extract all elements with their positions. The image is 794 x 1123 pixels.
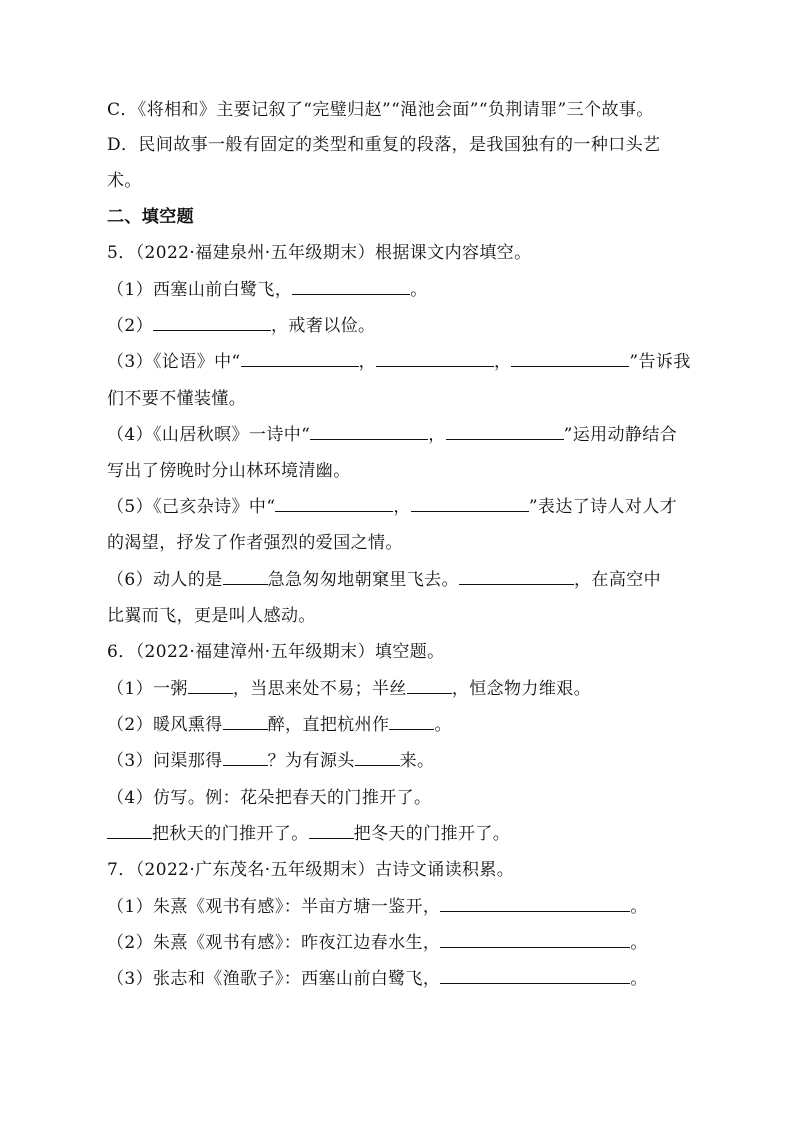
answer-blank[interactable]	[411, 495, 529, 512]
option-d-cont: 术。	[107, 171, 142, 191]
answer-blank[interactable]	[275, 495, 393, 512]
answer-blank[interactable]	[440, 931, 630, 948]
answer-blank[interactable]	[459, 568, 574, 585]
q7-item-1: （1）朱熹《观书有感》：半亩方塘一鉴开， 。	[107, 897, 648, 917]
q6-item-4-cont: 把秋天的门推开了。 把冬天的门推开了。	[107, 822, 510, 846]
q5-item-2: （2） ，戒奢以俭。	[107, 316, 376, 336]
answer-blank[interactable]	[440, 967, 630, 984]
q7-item-3: （3）张志和《渔歌子》：西塞山前白鹭飞， 。	[107, 969, 648, 989]
answer-blank[interactable]	[511, 350, 629, 367]
answer-blank[interactable]	[376, 350, 494, 367]
option-d: D．民间故事一般有固定的类型和重复的段落，是我国独有的一种口头艺	[107, 135, 661, 155]
answer-blank[interactable]	[407, 677, 452, 694]
q6-item-3: （3）问渠那得 ？为有源头 来。	[107, 751, 435, 771]
answer-blank[interactable]	[241, 350, 359, 367]
option-c: C．《将相和》主要记叙了“完璧归赵”“渑池会面”“负荆请罪”三个故事。	[107, 100, 654, 120]
q6-item-1: （1）一粥 ，当思来处不易；半丝 ，恒念物力维艰。	[107, 679, 592, 699]
answer-blank[interactable]	[389, 713, 434, 730]
q5-item-4: （4）《山居秋暝》一诗中“ ， ”运用动静结合	[107, 425, 678, 445]
q5-item-3: （3）《论语》中“ ， ， ”告诉我	[107, 352, 691, 372]
answer-blank[interactable]	[446, 423, 564, 440]
answer-blank[interactable]	[107, 822, 152, 839]
answer-blank[interactable]	[440, 895, 630, 912]
q5-item-3-cont: 们不要不懂装懂。	[107, 389, 247, 409]
answer-blank[interactable]	[223, 713, 268, 730]
question-6: 6．（2022·福建漳州·五年级期末）填空题。	[107, 642, 445, 662]
answer-blank[interactable]	[223, 749, 268, 766]
answer-blank[interactable]	[310, 423, 428, 440]
q5-item-5: （5）《己亥杂诗》中“ ， ”表达了诗人对人才	[107, 497, 678, 517]
section-heading: 二、填空题	[107, 207, 194, 227]
question-5: 5．（2022·福建泉州·五年级期末）根据课文内容填空。	[107, 243, 532, 263]
answer-blank[interactable]	[292, 278, 410, 295]
answer-blank[interactable]	[188, 677, 233, 694]
answer-blank[interactable]	[355, 749, 400, 766]
q5-item-6-cont: 比翼而飞，更是叫人感动。	[107, 606, 316, 626]
q5-item-4-cont: 写出了傍晚时分山林环境清幽。	[107, 461, 351, 481]
answer-blank[interactable]	[223, 568, 268, 585]
question-7: 7．（2022·广东茂名·五年级期末）古诗文诵读积累。	[107, 860, 515, 880]
q6-item-4: （4）仿写。例：花朵把春天的门推开了。	[107, 788, 432, 808]
answer-blank[interactable]	[309, 822, 354, 839]
answer-blank[interactable]	[153, 314, 271, 331]
q7-item-2: （2）朱熹《观书有感》：昨夜江边春水生， 。	[107, 933, 648, 953]
q5-item-1: （1）西塞山前白鹭飞， 。	[107, 280, 428, 300]
q5-item-6: （6）动人的是 急急匆匆地朝窠里飞去。 ，在高空中	[107, 570, 662, 590]
q6-item-2: （2）暖风熏得 醉，直把杭州作 。	[107, 715, 452, 735]
q5-item-5-cont: 的渴望，抒发了作者强烈的爱国之情。	[107, 533, 403, 553]
